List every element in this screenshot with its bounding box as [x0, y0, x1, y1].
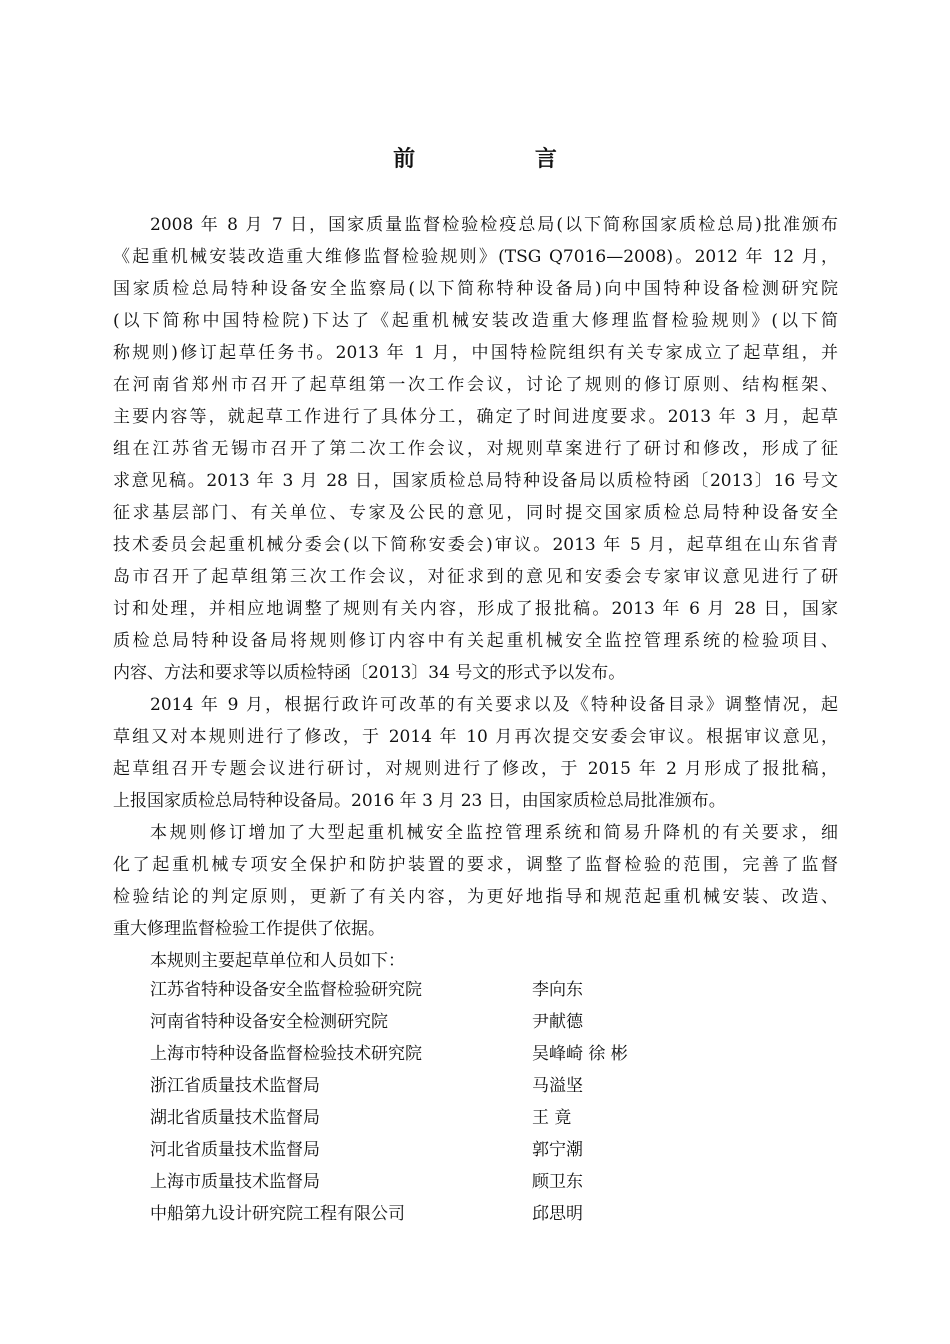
text-line: 2008 年 8 月 7 日，国家质量监督检验检疫总局(以下简称国家质检总局)批准颁布 [150, 215, 838, 235]
drafter-unit: 浙江省质量技术监督局 [150, 1076, 320, 1096]
drafter-row [150, 974, 770, 1006]
drafter-people: 王 竟 [532, 1108, 572, 1128]
drafter-people: 郭宁潮 [532, 1140, 583, 1160]
text-line: 在河南省郑州市召开了起草组第一次工作会议，讨论了规则的修订原则、结构框架、 [113, 375, 838, 395]
text-line: 重大修理监督检验工作提供了依据。 [113, 919, 385, 939]
drafter-row [150, 1198, 770, 1230]
drafter-unit: 上海市质量技术监督局 [150, 1172, 320, 1192]
text-line: 国家质检总局特种设备安全监察局(以下简称特种设备局)向中国特种设备检测研究院 [113, 279, 838, 299]
drafter-row [150, 1166, 770, 1198]
paragraph-3 [113, 817, 838, 945]
drafter-unit: 湖北省质量技术监督局 [150, 1108, 320, 1128]
text-line: 征求基层部门、有关单位、专家及公民的意见，同时提交国家质检总局特种设备安全 [113, 503, 838, 523]
drafter-people: 李向东 [532, 980, 583, 1000]
drafter-row [150, 1070, 770, 1102]
text-line: 技术委员会起重机械分委会(以下简称安委会)审议。2013 年 5 月，起草组在山东省青 [113, 535, 838, 555]
text-line: 组在江苏省无锡市召开了第二次工作会议，对规则草案进行了研讨和修改，形成了征 [113, 439, 838, 459]
drafter-row [150, 1102, 770, 1134]
paragraph-4 [113, 945, 838, 977]
drafters-list [150, 974, 770, 1230]
text-line: 草组又对本规则进行了修改，于 2014 年 10 月再次提交安委会审议。根据审议意见， [113, 727, 838, 747]
text-line: 质检总局特种设备局将规则修订内容中有关起重机械安全监控管理系统的检验项目、 [113, 631, 838, 651]
text-line: 上报国家质检总局特种设备局。2016 年 3 月 23 日，由国家质检总局批准颁布。 [113, 791, 726, 811]
text-line: 检验结论的判定原则，更新了有关内容，为更好地指导和规范起重机械安装、改造、 [113, 887, 838, 907]
text-line: 2014 年 9 月，根据行政许可改革的有关要求以及《特种设备目录》调整情况，起 [150, 695, 838, 715]
drafter-unit: 河北省质量技术监督局 [150, 1140, 320, 1160]
drafter-row [150, 1038, 770, 1070]
drafter-people: 邱思明 [532, 1204, 583, 1224]
text-line: 《起重机械安装改造重大维修监督检验规则》(TSG Q7016—2008)。2012 年 12 月， [113, 247, 838, 267]
text-line: 起草组召开专题会议进行研讨，对规则进行了修改，于 2015 年 2 月形成了报批稿， [113, 759, 838, 779]
paragraph-2 [113, 689, 838, 817]
drafter-unit: 江苏省特种设备安全监督检验研究院 [150, 980, 422, 1000]
text-line: 化了起重机械专项安全保护和防护装置的要求，调整了监督检验的范围，完善了监督 [113, 855, 838, 875]
drafter-people: 顾卫东 [532, 1172, 583, 1192]
page-title: 前 言 [393, 147, 613, 172]
drafter-unit: 中船第九设计研究院工程有限公司 [150, 1204, 405, 1224]
text-line: 本规则主要起草单位和人员如下： [150, 951, 405, 971]
text-line: 主要内容等，就起草工作进行了具体分工，确定了时间进度要求。2013 年 3 月，起草 [113, 407, 838, 427]
drafter-row [150, 1006, 770, 1038]
text-line: 本规则修订增加了大型起重机械安全监控管理系统和简易升降机的有关要求，细 [150, 823, 838, 843]
preface-body [113, 209, 838, 977]
drafter-people: 马溢坚 [532, 1076, 583, 1096]
drafter-people: 吴峰崎 徐 彬 [532, 1044, 628, 1064]
text-line: 内容、方法和要求等以质检特函〔2013〕34 号文的形式予以发布。 [113, 663, 626, 683]
text-line: 岛市召开了起草组第三次工作会议，对征求到的意见和安委会专家审议意见进行了研 [113, 567, 838, 587]
drafter-row [150, 1134, 770, 1166]
drafter-unit: 河南省特种设备安全检测研究院 [150, 1012, 388, 1032]
text-line: 求意见稿。2013 年 3 月 28 日，国家质检总局特种设备局以质检特函〔2013〕16 号文 [113, 471, 838, 491]
text-line: 讨和处理，并相应地调整了规则有关内容，形成了报批稿。2013 年 6 月 28 日，国家 [113, 599, 838, 619]
paragraph-1 [113, 209, 838, 689]
text-line: 称规则)修订起草任务书。2013 年 1 月，中国特检院组织有关专家成立了起草组，并 [113, 343, 838, 363]
text-line: (以下简称中国特检院)下达了《起重机械安装改造重大修理监督检验规则》(以下简 [113, 311, 838, 331]
drafter-unit: 上海市特种设备监督检验技术研究院 [150, 1044, 422, 1064]
drafter-people: 尹献德 [532, 1012, 583, 1032]
